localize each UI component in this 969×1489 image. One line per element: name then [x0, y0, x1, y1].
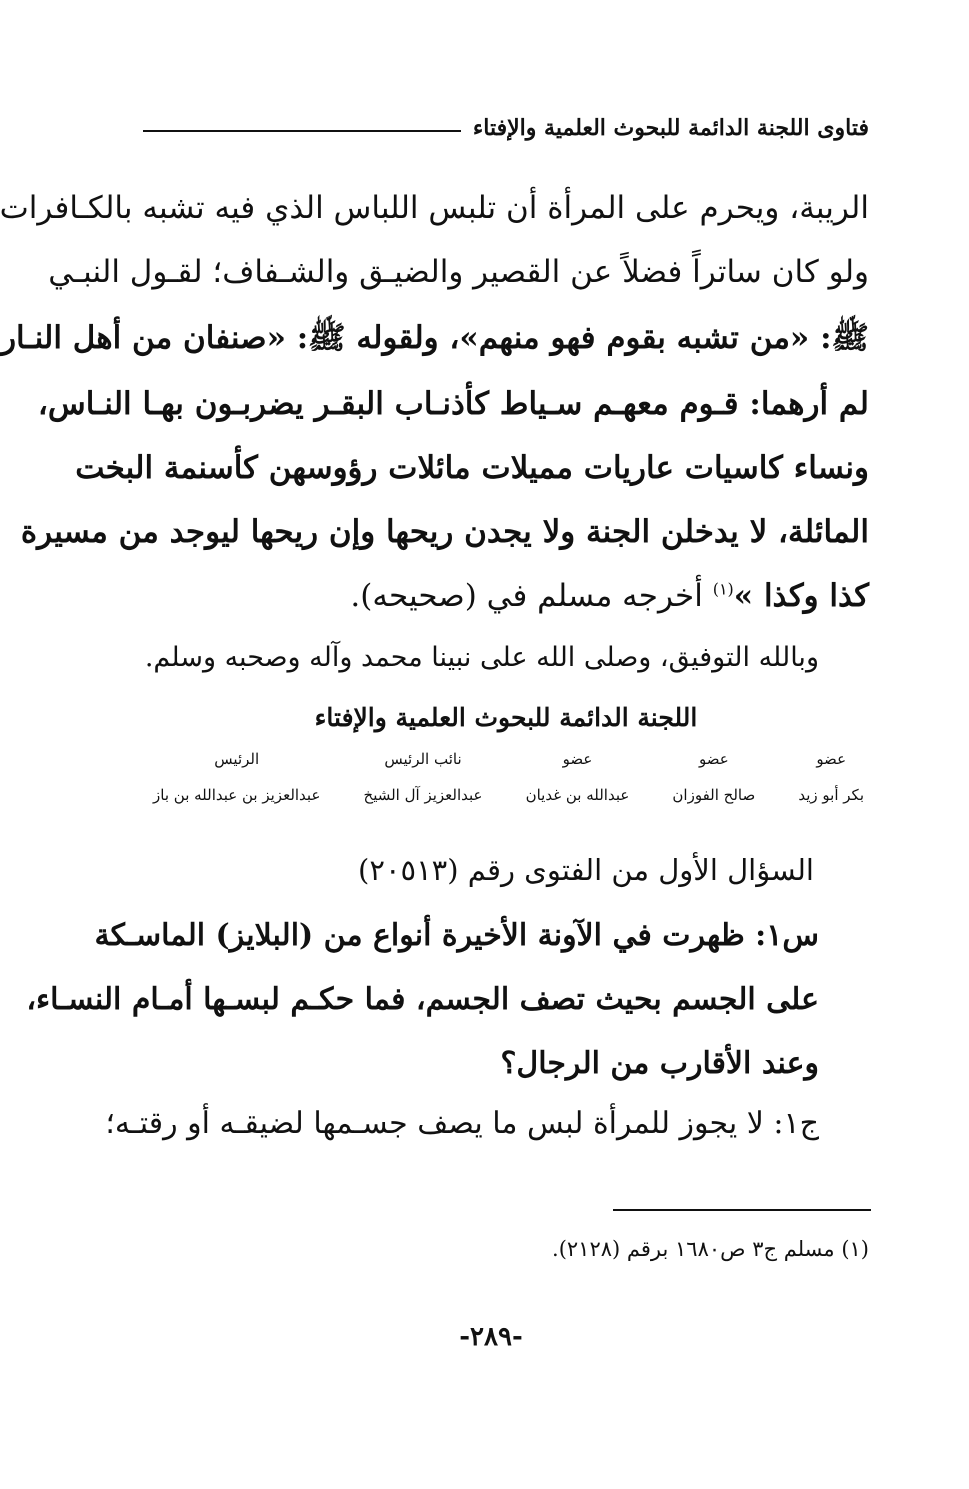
hadith-end: كذا وكذا »: [733, 578, 869, 614]
fatwa-number-heading: السؤال الأول من الفتوى رقم (٢٠٥١٣): [358, 853, 814, 887]
page-number: -٢٨٩-: [459, 1322, 523, 1352]
body-line-6: المائلة، لا يدخلن الجنة ولا يجدن ريحها وإن ريحها ليوجد من مسيرة: [20, 514, 869, 550]
body-line-5: ونساء كاسيات عاريات مميلات مائلات رؤوسهن كأسنمة البخت: [75, 450, 869, 486]
question-line-1: س١: ظهرت في الآونة الأخيرة أنواع من (البلايز) الماسـكة: [94, 918, 819, 953]
member-abdullah: [526, 748, 630, 806]
question-line-2: على الجسم بحيث تصف الجسم، فما حكـم لبسـها أمـام النسـاء،: [26, 982, 819, 1017]
footnote: (١) مسلم ج٣ ص١٦٨٠ برقم (٢١٢٨).: [552, 1237, 869, 1261]
running-header-title: فتاوى اللجنة الدائمة للبحوث العلمية والإفتاء: [472, 115, 869, 141]
running-header: [143, 108, 869, 148]
member-salih: [672, 748, 755, 806]
footnote-rule: [613, 1209, 871, 1211]
member-role: عضو: [562, 750, 593, 768]
member-deputy: [364, 748, 483, 806]
committee-members: [153, 748, 864, 806]
member-name: بكر أبو زيد: [798, 786, 864, 804]
member-name: عبدالعزيز بن عبدالله بن باز: [153, 786, 321, 804]
body-line-3: ﷺ: «من تشبه بقوم فهو منهم»، ولقوله ﷺ: «صنفان من أهل النـار: [1, 320, 869, 356]
member-name: صالح الفوزان: [672, 786, 756, 804]
member-role: عضو: [816, 750, 847, 768]
member-president: [153, 748, 320, 806]
member-bakr: [798, 748, 864, 806]
committee-title: اللجنة الدائمة للبحوث العلمية والإفتاء: [314, 703, 698, 732]
hadith-source: أخرجه مسلم في (صحيحه).: [350, 578, 713, 614]
member-role: الرئيس: [214, 750, 260, 768]
member-name: عبدالله بن غديان: [525, 786, 630, 804]
body-line-2: ولو كان ساتراً فضلاً عن القصير والضيـق والشـفاف؛ لقـول النبـي: [48, 254, 869, 290]
body-line-7: [143, 576, 869, 616]
member-role: نائب الرئيس: [384, 750, 462, 768]
body-line-1: الريبة، ويحرم على المرأة أن تلبس اللباس الذي فيه تشبه بالكـافرات: [0, 190, 869, 226]
footnote-ref: (١): [712, 579, 734, 599]
answer-line-1: ج١: لا يجوز للمرأة لبس ما يصف جسـمها لضيقـه أو رقتـه؛: [105, 1106, 819, 1141]
body-line-4: لم أرهما: قـوم معهـم سـياط كأذنـاب البقـر يضربـون بهـا النـاس،: [37, 386, 869, 422]
member-role: عضو: [698, 750, 729, 768]
question-line-3: وعند الأقارب من الرجال؟: [500, 1046, 819, 1081]
closing-prayer: وبالله التوفيق، وصلى الله على نبينا محمد وآله وصحبه وسلم.: [144, 642, 819, 673]
member-name: عبدالعزيز آل الشيخ: [363, 786, 483, 804]
header-rule: [143, 130, 461, 132]
